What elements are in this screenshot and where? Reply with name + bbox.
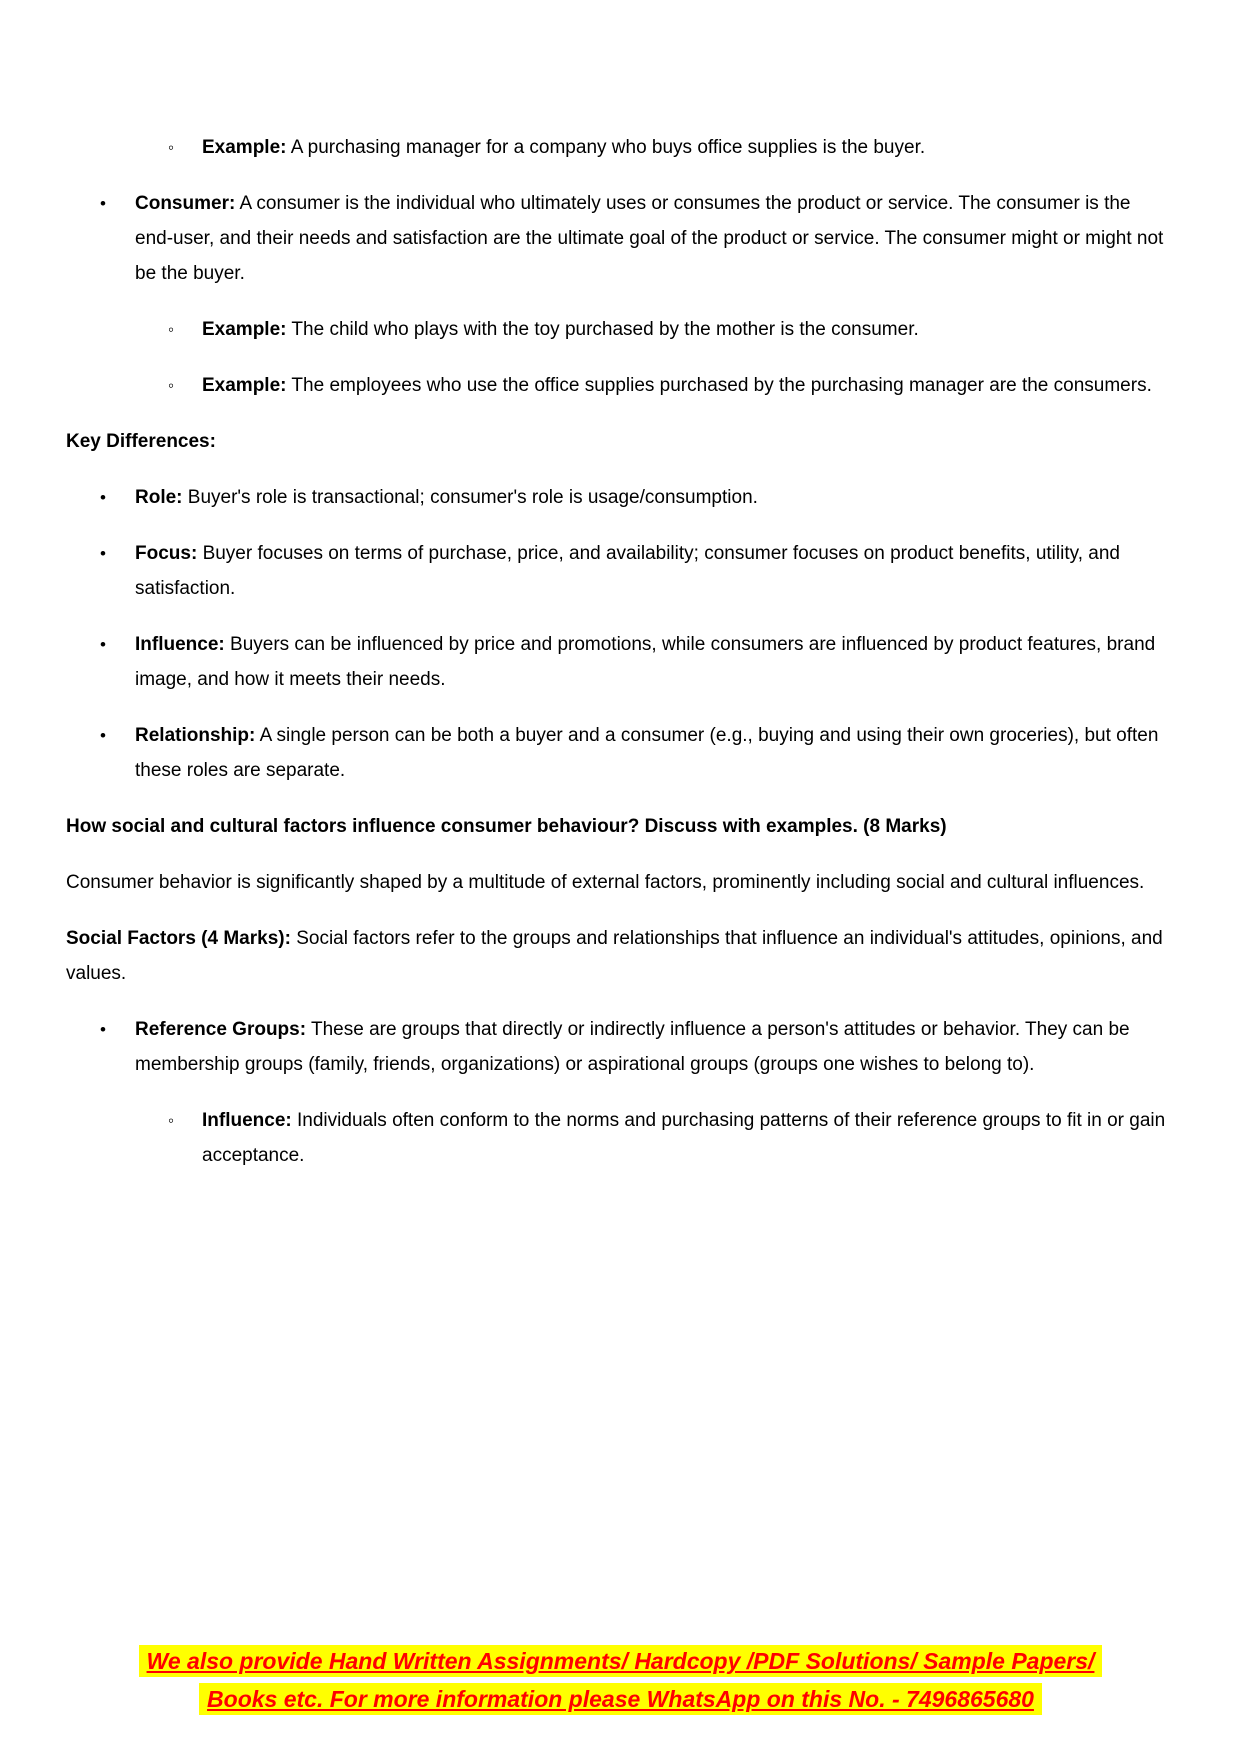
lead-text: Consumer: — [135, 193, 236, 214]
body-text: Buyer's role is transactional; consumer's role is usage/consumption. — [187, 487, 758, 508]
body-text: A consumer is the individual who ultimately uses or consumes the product or service. The consumer is the end-user, and their needs and satisfaction are the ultimate goal of the product or service. The consumer might or might not be the buyer. — [135, 193, 1164, 284]
body-text: The employees who use the office supplies purchased by the purchasing manager are the consumers. — [291, 375, 1152, 396]
list-item-body — [135, 186, 1171, 291]
bullet-item — [66, 480, 1171, 515]
lead-text: Relationship: — [135, 725, 256, 746]
lead-text: Reference Groups: — [135, 1019, 307, 1040]
bullet-item — [66, 718, 1171, 788]
promo-footer-line-2 — [0, 1680, 1241, 1718]
document-content — [66, 0, 1171, 1194]
circle-bullet-icon: ◦ — [168, 138, 175, 157]
list-item-body — [135, 1012, 1171, 1082]
circle-bullet-icon: ◦ — [168, 320, 175, 339]
promo-footer-line-1 — [0, 1642, 1241, 1680]
lead-text: Role: — [135, 487, 183, 508]
sub-bullet-item — [66, 1103, 1171, 1173]
body-text: These are groups that directly or indirectly influence a person's attitudes or behavior. They can be membership groups (family, friends, organizations) or aspirational groups (groups one wishes to belong to). — [135, 1019, 1130, 1075]
paragraph — [66, 921, 1171, 991]
lead-text: Example: — [202, 137, 287, 158]
promo-footer — [0, 1642, 1241, 1718]
list-item-body — [135, 627, 1171, 697]
list-item-body — [202, 368, 1171, 403]
circle-bullet-icon: ◦ — [168, 376, 175, 395]
bullet-item — [66, 186, 1171, 291]
lead-text: Example: — [202, 319, 287, 340]
paragraph: Consumer behavior is significantly shaped by a multitude of external factors, prominently including social and cultural influences. — [66, 872, 1145, 893]
highlighted-text: Books etc. For more information please WhatsApp on this No. - 7496865680 — [199, 1683, 1042, 1715]
question-heading: How social and cultural factors influence consumer behaviour? Discuss with examples. (8 Marks) — [66, 816, 947, 837]
body-text: A single person can be both a buyer and a consumer (e.g., buying and using their own groceries), but often these roles are separate. — [135, 725, 1159, 781]
lead-text: Influence: — [202, 1110, 292, 1131]
section-heading: Key Differences: — [66, 431, 216, 452]
sub-bullet-item — [66, 368, 1171, 403]
list-item-body — [135, 536, 1171, 606]
lead-text: Influence: — [135, 634, 225, 655]
highlighted-text: We also provide Hand Written Assignments/ Hardcopy /PDF Solutions/ Sample Papers/ — [139, 1645, 1103, 1677]
lead-text: Example: — [202, 375, 287, 396]
dot-bullet-icon: • — [100, 544, 106, 563]
bullet-item — [66, 536, 1171, 606]
dot-bullet-icon: • — [100, 488, 106, 507]
list-item-body — [202, 1103, 1171, 1173]
dot-bullet-icon: • — [100, 194, 106, 213]
dot-bullet-icon: • — [100, 726, 106, 745]
list-item-body — [135, 480, 1171, 515]
body-text: Buyers can be influenced by price and promotions, while consumers are influenced by product features, brand image, and how it meets their needs. — [135, 634, 1156, 690]
bullet-item — [66, 1012, 1171, 1082]
body-text: The child who plays with the toy purchased by the mother is the consumer. — [291, 319, 919, 340]
sub-bullet-item — [66, 130, 1171, 165]
body-text: Buyer focuses on terms of purchase, price, and availability; consumer focuses on product benefits, utility, and satisfaction. — [135, 543, 1120, 599]
dot-bullet-icon: • — [100, 635, 106, 654]
dot-bullet-icon: • — [100, 1020, 106, 1039]
lead-text: Focus: — [135, 543, 198, 564]
sub-bullet-item — [66, 312, 1171, 347]
body-text: A purchasing manager for a company who buys office supplies is the buyer. — [290, 137, 926, 158]
list-item-body — [202, 312, 1171, 347]
lead-text: Social Factors (4 Marks): — [66, 928, 291, 949]
body-text: Social factors refer to the groups and relationships that influence an individual's attitudes, opinions, and values. — [66, 928, 1163, 984]
list-item-body — [202, 130, 1171, 165]
circle-bullet-icon: ◦ — [168, 1111, 175, 1130]
list-item-body — [135, 718, 1171, 788]
bullet-item — [66, 627, 1171, 697]
body-text: Individuals often conform to the norms and purchasing patterns of their reference groups to fit in or gain acceptance. — [202, 1110, 1166, 1166]
